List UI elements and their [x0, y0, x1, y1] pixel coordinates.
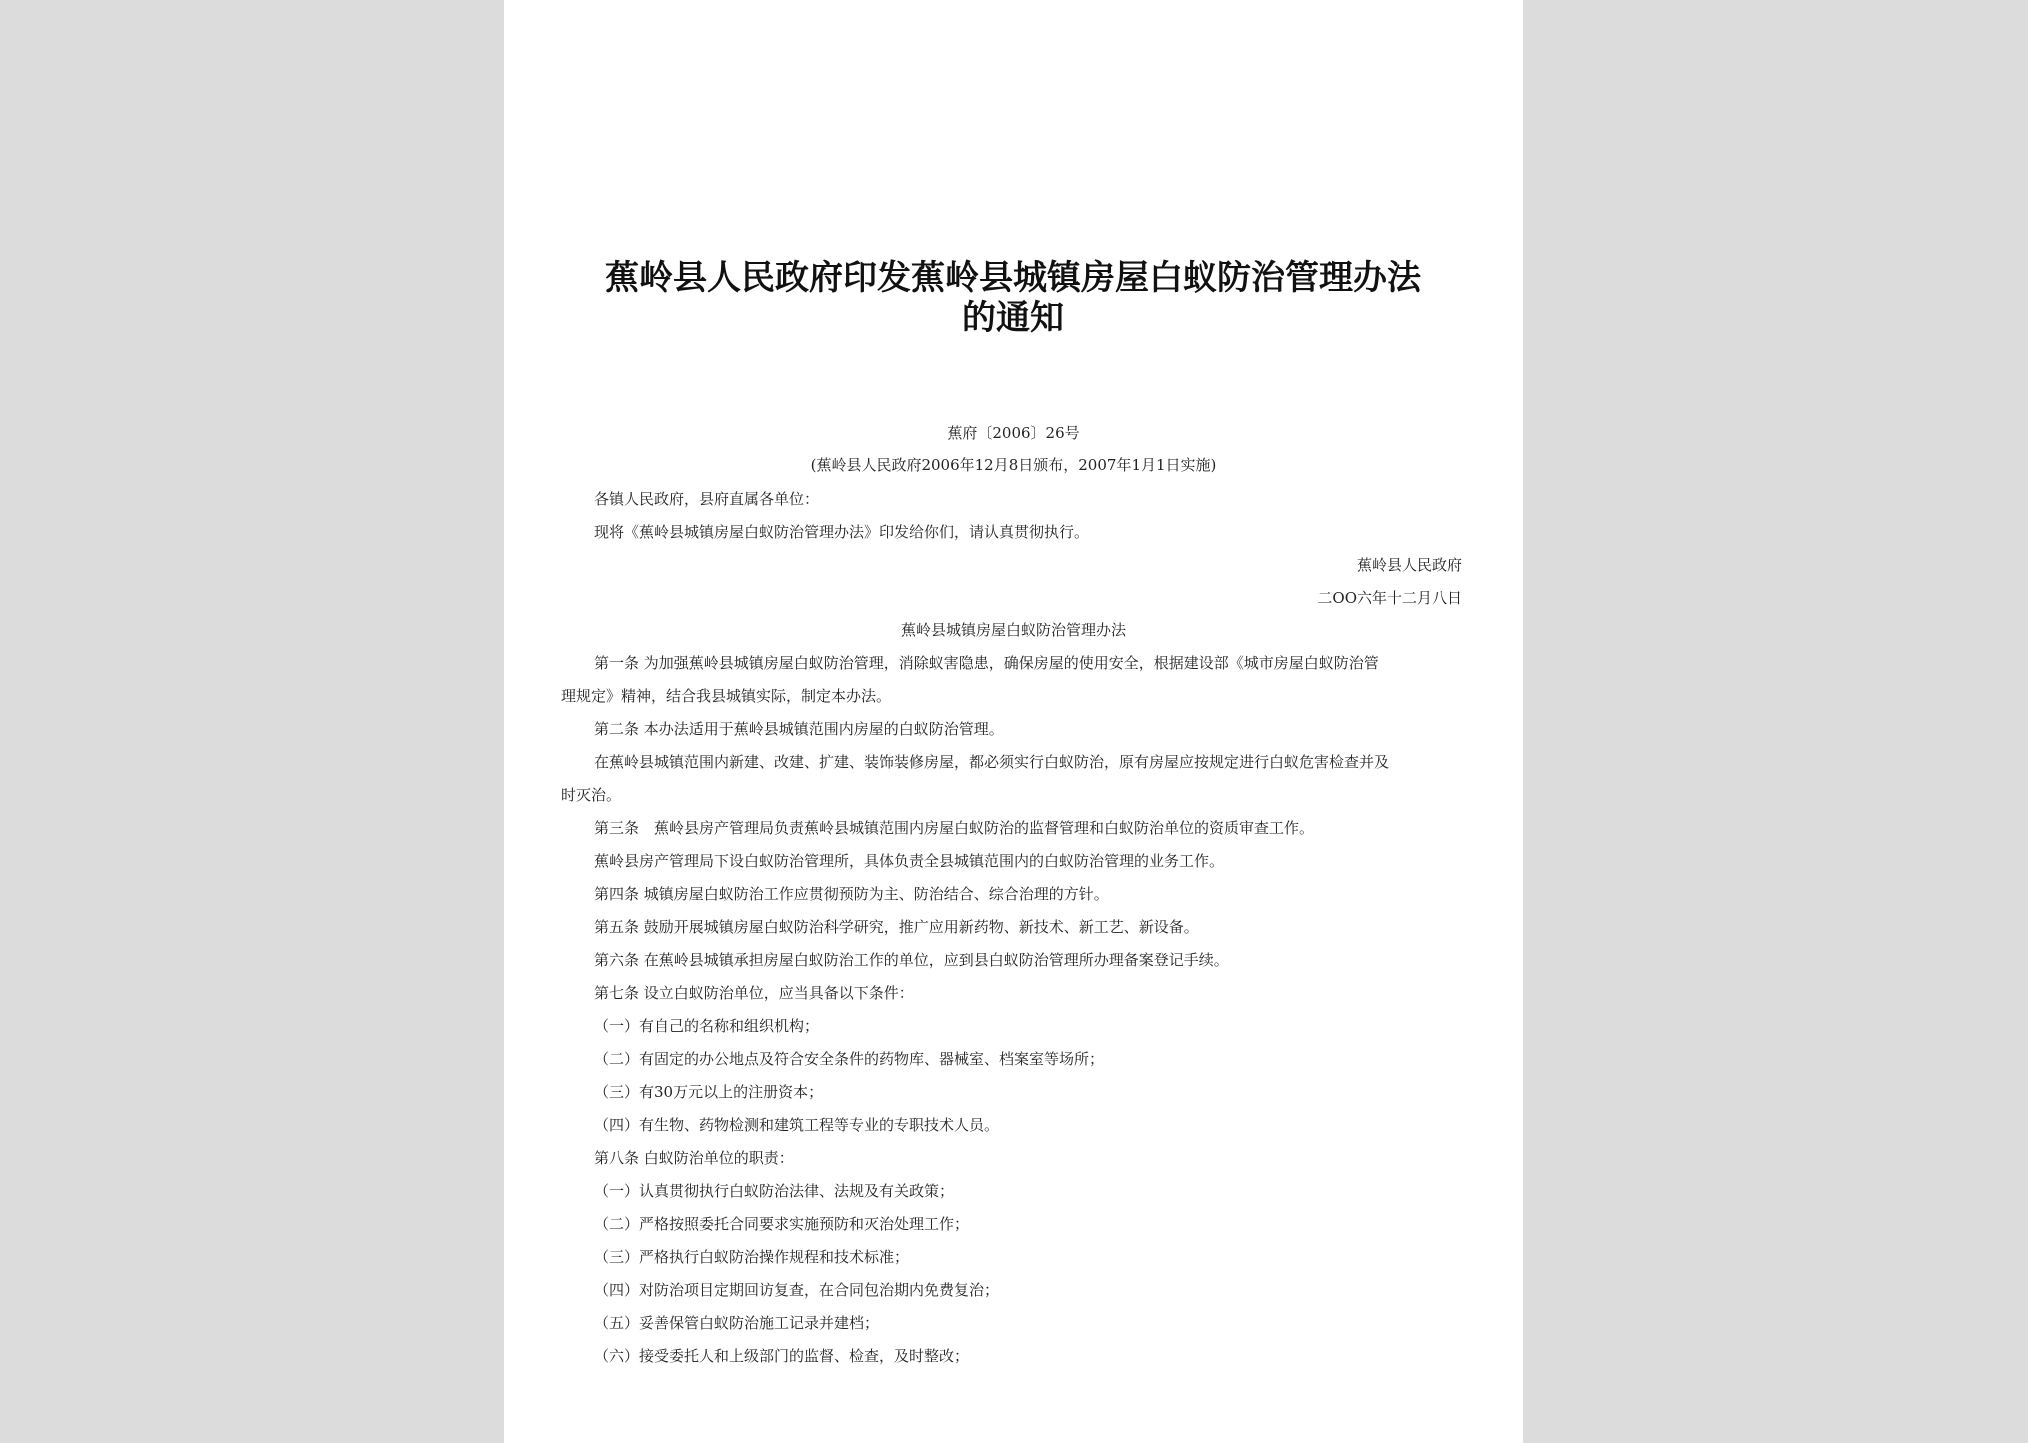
- list-item: （一）有自己的名称和组织机构；: [594, 1017, 820, 1035]
- paragraph: 在蕉岭县城镇范围内新建、改建、扩建、装饰装修房屋，都必须实行白蚁防治，原有房屋应按规定进行白蚁危害检查并及: [594, 753, 1390, 771]
- paragraph: 第八条 白蚁防治单位的职责：: [594, 1149, 794, 1167]
- signature-org: 蕉岭县人民政府: [1356, 556, 1462, 574]
- document-number: 蕉府〔2006〕26号: [947, 424, 1080, 442]
- list-item: （三）有30万元以上的注册资本；: [594, 1083, 824, 1101]
- list-item: （三）严格执行白蚁防治操作规程和技术标准；: [594, 1248, 910, 1266]
- regulation-subtitle: 蕉岭县城镇房屋白蚁防治管理办法: [900, 621, 1126, 639]
- list-item: （四）对防治项目定期回访复查，在合同包治期内免费复治；: [594, 1281, 1000, 1299]
- issuance-note: (蕉岭县人民政府2006年12月8日颁布，2007年1月1日实施): [810, 456, 1217, 474]
- list-item: （一）认真贯彻执行白蚁防治法律、法规及有关政策；: [594, 1182, 955, 1200]
- list-item: （五）妥善保管白蚁防治施工记录并建档；: [594, 1314, 880, 1332]
- salutation: 各镇人民政府，县府直属各单位：: [594, 490, 820, 508]
- list-item: （二）有固定的办公地点及符合安全条件的药物库、器械室、档案室等场所；: [594, 1050, 1105, 1068]
- list-item: （二）严格按照委托合同要求实施预防和灭治处理工作；: [594, 1215, 970, 1233]
- paragraph: 第四条 城镇房屋白蚁防治工作应贯彻预防为主、防治结合、综合治理的方针。: [594, 885, 1109, 903]
- document-page: [504, 0, 1523, 1443]
- list-item: （四）有生物、药物检测和建筑工程等专业的专职技术人员。: [594, 1116, 1000, 1134]
- list-item: （六）接受委托人和上级部门的监督、检查，及时整改；: [594, 1347, 970, 1365]
- paragraph: 第三条 蕉岭县房产管理局负责蕉岭县城镇范围内房屋白蚁防治的监督管理和白蚁防治单位的资质审查工作。: [594, 819, 1315, 837]
- document-title: 蕉岭县人民政府印发蕉岭县城镇房屋白蚁防治管理办法的通知: [605, 258, 1421, 338]
- paragraph: 时灭治。: [561, 786, 622, 804]
- paragraph: 第六条 在蕉岭县城镇承担房屋白蚁防治工作的单位，应到县白蚁防治管理所办理备案登记手续。: [594, 951, 1229, 969]
- paragraph: 蕉岭县房产管理局下设白蚁防治管理所，具体负责全县城镇范围内的白蚁防治管理的业务工作。: [594, 852, 1225, 870]
- paragraph: 理规定》精神，结合我县城镇实际，制定本办法。: [561, 687, 892, 705]
- paragraph: 第二条 本办法适用于蕉岭县城镇范围内房屋的白蚁防治管理。: [594, 720, 1004, 738]
- paragraph: 第七条 设立白蚁防治单位，应当具备以下条件：: [594, 984, 914, 1002]
- intro-paragraph: 现将《蕉岭县城镇房屋白蚁防治管理办法》印发给你们，请认真贯彻执行。: [594, 523, 1090, 541]
- paragraph: 第一条 为加强蕉岭县城镇房屋白蚁防治管理，消除蚁害隐患，确保房屋的使用安全，根据建设部《城市房屋白蚁防治管: [594, 654, 1379, 672]
- signature-date: 二OO六年十二月八日: [1317, 589, 1462, 607]
- paragraph: 第五条 鼓励开展城镇房屋白蚁防治科学研究，推广应用新药物、新技术、新工艺、新设备。: [594, 918, 1199, 936]
